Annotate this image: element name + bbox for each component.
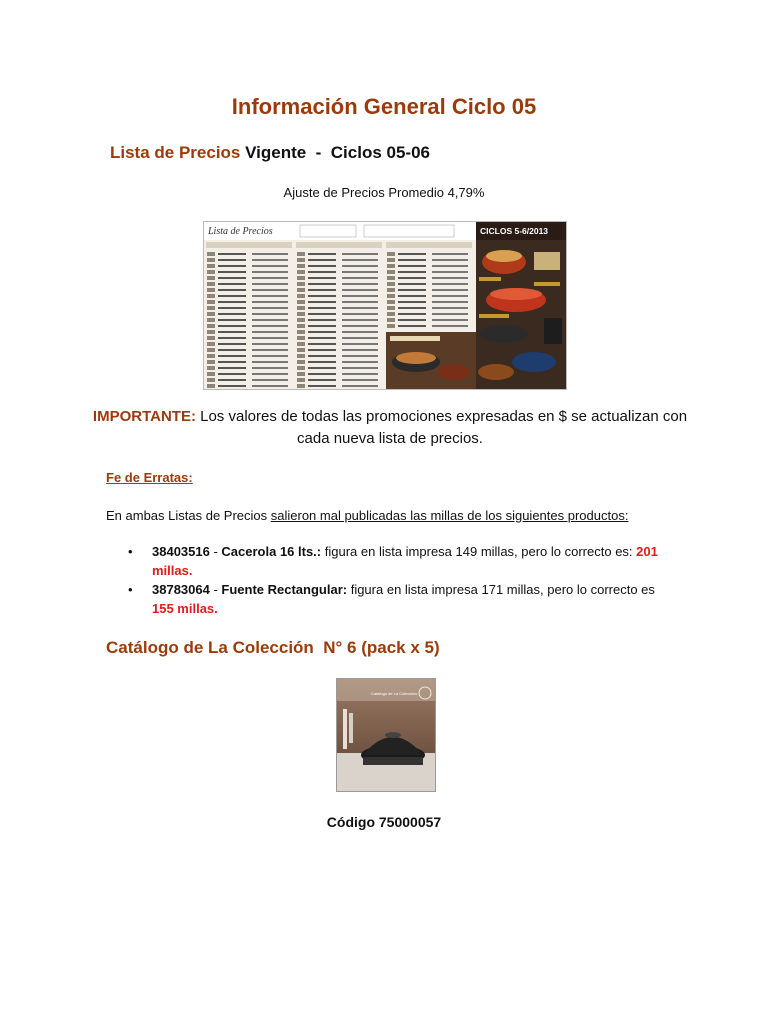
catalog-cover-image xyxy=(336,678,436,792)
price-list-validity: Vigente - Ciclos 05-06 xyxy=(245,143,430,162)
sheet-header-left: Lista de Precios xyxy=(208,226,273,237)
important-text: Los valores de todas las promociones expresadas en $ se actualizan con cada nueva lista de precios. xyxy=(200,408,688,447)
list-item xyxy=(128,542,668,580)
price-list-label: Lista de Precios xyxy=(110,143,241,162)
bullet-icon: • xyxy=(128,544,133,559)
important-label: IMPORTANTE: xyxy=(92,408,196,425)
page-title: Información General Ciclo 05 xyxy=(231,94,537,119)
price-adjustment-note: Ajuste de Precios Promedio 4,79% xyxy=(283,185,485,200)
important-notice xyxy=(90,406,690,450)
price-list-heading xyxy=(110,143,430,163)
cover-text: Catálogo de La Colección xyxy=(371,691,417,696)
product-code-label: Código 75000057 xyxy=(326,814,442,830)
errata-intro-prefix: En ambas Listas de Precios xyxy=(106,508,271,523)
errata-intro-underlined: salieron mal publicadas las millas de los siguientes productos: xyxy=(270,508,629,523)
bullet-icon: • xyxy=(128,582,133,597)
catalog-cover-illustration xyxy=(337,679,435,791)
errata-list xyxy=(128,542,668,618)
separator: - xyxy=(209,544,222,559)
product-name: Fuente Rectangular: xyxy=(221,582,348,597)
price-list-image xyxy=(203,221,567,390)
correct-miles: 201 millas. xyxy=(152,544,658,578)
correct-miles: 155 millas. xyxy=(152,601,218,616)
product-code: 38403516 xyxy=(152,544,210,559)
product-name: Cacerola 16 lts.: xyxy=(221,544,322,559)
errata-text: figura en lista impresa 171 millas, pero lo correcto es xyxy=(347,582,655,597)
sheet-header-right: CICLOS 5-6/2013 xyxy=(480,226,549,236)
product-code: 38783064 xyxy=(152,582,210,597)
price-list-illustration xyxy=(204,222,566,389)
errata-text: figura en lista impresa 149 millas, pero lo correcto es: xyxy=(321,544,637,559)
separator: - xyxy=(209,582,222,597)
catalog-heading: Catálogo de La Colección N° 6 (pack x 5) xyxy=(106,638,440,657)
list-item xyxy=(128,580,668,618)
errata-intro xyxy=(106,508,628,523)
errata-heading: Fe de Erratas: xyxy=(106,470,193,485)
